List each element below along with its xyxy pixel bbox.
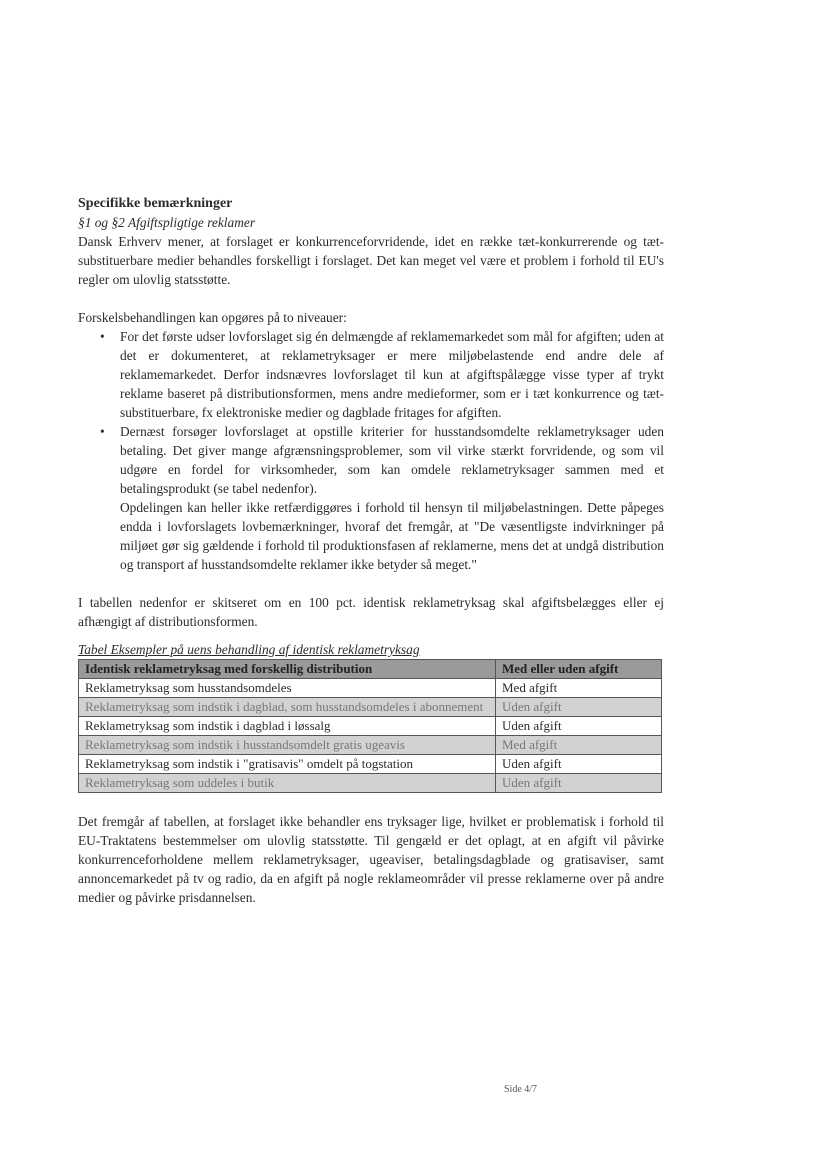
section-subheading: §1 og §2 Afgiftspligtige reklamer xyxy=(78,215,256,230)
table-cell: Reklametryksag som indstik i "gratisavis" omdelt på togstation xyxy=(79,755,496,774)
table-row xyxy=(79,774,662,793)
table-row xyxy=(79,679,662,698)
table-cell: Reklametryksag som indstik i dagblad, som husstandsomdeles i abonnement xyxy=(79,698,496,717)
page-number: Side 4/7 xyxy=(504,1084,538,1095)
table-row xyxy=(79,717,662,736)
table-row xyxy=(79,736,662,755)
bullet-list xyxy=(78,327,664,498)
bullet-item: • For det første udser lovforslaget sig én delmængde af reklamemarkedet som mål for afgiften; uden at det er dokumenteret, at reklametryksager er mere miljøbelastende end andre dele af reklamemarkedet. Derfor indsnævres lovforslaget til kun at afgiftspålægge visse typer af trykt reklame baseret på distributionsformen, mens andre medieformer, som er i tæt konkurrence og tæt-substituerbare, fx elektroniske medier og dagblade fritages for afgiften. xyxy=(120,327,664,422)
distribution-table xyxy=(78,659,662,793)
table-row xyxy=(79,755,662,774)
bullet-item: • Dernæst forsøger lovforslaget at opstille kriterier for husstandsomdelte reklametryksager uden betaling. Det giver mange afgrænsningsproblemer, som vil virke stærkt forvridende, og som vil udgøre en fordel for virksomheder, som kan omdele reklametryksager sammen med et betalingsprodukt (se tabel nedenfor). xyxy=(120,422,664,498)
paragraph-1: Dansk Erhverv mener, at forslaget er konkurrenceforvridende, idet en række tæt-konkurrerende og tæt-substituerbare medier behandles forskelligt i forslaget. Det kan meget vel være et problem i forhold til EU's regler om ulovlig statsstøtte. xyxy=(78,234,664,287)
section-heading: Specifikke bemærkninger xyxy=(78,196,233,211)
table-caption: Tabel Eksempler på uens behandling af identisk reklametryksag xyxy=(78,642,420,657)
table-cell: Reklametryksag som husstandsomdeles xyxy=(79,679,496,698)
table-cell: Uden afgift xyxy=(496,717,662,736)
paragraph-4: Det fremgår af tabellen, at forslaget ikke behandler ens tryksager lige, hvilket er problematisk i forhold til EU-Traktatens bestemmelser om ulovlig statsstøtte. Til gengæld er det oplagt, at en afgift vil påvirke konkurrenceforholdene mellem reklametryksager, ugeaviser, betalingsdagblade og gratisaviser, samt annoncemarkedet på tv og radio, da en afgift på nogle reklameområder vil presse reklamerne over på andre medier og påvirke prisdannelsen. xyxy=(78,814,664,905)
table-cell: Med afgift xyxy=(496,736,662,755)
table-cell: Uden afgift xyxy=(496,774,662,793)
table-cell: Reklametryksag som uddeles i butik xyxy=(79,774,496,793)
table-row xyxy=(79,698,662,717)
page-content xyxy=(78,195,664,907)
paragraph-2-intro: Forskelsbehandlingen kan opgøres på to niveauer: xyxy=(78,310,347,325)
table-cell: Uden afgift xyxy=(496,755,662,774)
table-header-cell: Med eller uden afgift xyxy=(496,660,662,679)
paragraph-3: I tabellen nedenfor er skitseret om en 100 pct. identisk reklametryksag skal afgiftsbelægges eller ej afhængigt af distributionsformen. xyxy=(78,595,664,629)
table-cell: Reklametryksag som indstik i husstandsomdelt gratis ugeavis xyxy=(79,736,496,755)
table-cell: Uden afgift xyxy=(496,698,662,717)
table-cell: Med afgift xyxy=(496,679,662,698)
indented-paragraph: Opdelingen kan heller ikke retfærdiggøres i forhold til hensyn til miljøbelastningen. Dette påpeges endda i lovforslagets lovbemærkninger, hvoraf det fremgår, at "De væsentligste indvirkninger på miljøet gør sig gældende i forhold til produktionsfasen af reklamerne, mens det at undgå distribution og transport af husstandsomdelte reklamer ikke betyder så meget." xyxy=(120,500,664,572)
table-cell: Reklametryksag som indstik i dagblad i løssalg xyxy=(79,717,496,736)
table-header-row xyxy=(79,660,662,679)
table-header-cell: Identisk reklametryksag med forskellig distribution xyxy=(79,660,496,679)
